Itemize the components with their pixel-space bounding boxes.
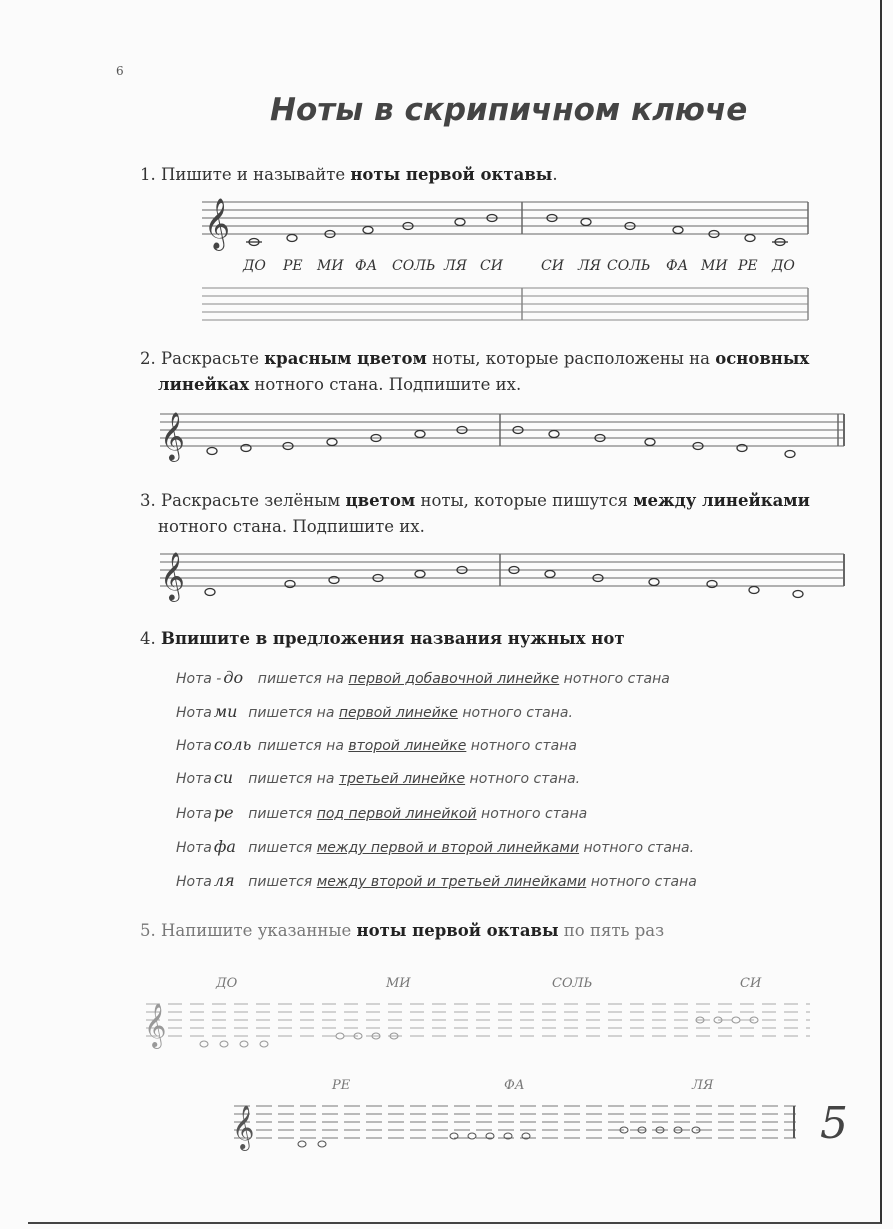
staff-task-5-row-2 — [232, 1098, 800, 1158]
handwritten-answer: си — [213, 768, 234, 787]
page-number: 6 — [116, 64, 124, 78]
note-label: ДО — [243, 258, 266, 274]
note-label: МИ — [317, 258, 344, 274]
note-label: ЛЯ — [578, 258, 601, 274]
note-label: ФА — [666, 258, 689, 274]
grade-mark: 5 — [820, 1098, 848, 1149]
note-target-label: МИ — [386, 976, 411, 991]
svg-text:𝄞: 𝄞 — [232, 1105, 255, 1149]
staff-task-1 — [200, 188, 812, 258]
note-label: ДО — [772, 258, 795, 274]
note-label: МИ — [701, 258, 728, 274]
svg-text:𝄞: 𝄞 — [160, 551, 185, 600]
note-label: РЕ — [738, 258, 758, 274]
note-target-label: ЛЯ — [692, 1078, 714, 1093]
handwritten-answer: ми — [213, 702, 238, 721]
staff-task-5-row-1 — [144, 996, 814, 1058]
svg-text:𝄞: 𝄞 — [160, 411, 185, 460]
svg-text:𝄞: 𝄞 — [204, 198, 231, 249]
handwritten-answer: фа — [213, 837, 236, 856]
note-target-label: СИ — [740, 976, 762, 991]
task-4-text: 4. Впишите в предложения названия нужных нот — [140, 629, 625, 648]
handwritten-answer: соль — [213, 735, 252, 754]
task-5-text: 5. Напишите указанные ноты первой октавы по пять раз — [140, 921, 665, 940]
sentence-row: Нота си пишется на третьей линейке нотного стана. — [176, 768, 581, 787]
note-label: ФА — [355, 258, 378, 274]
staff-task-1-empty — [200, 284, 812, 334]
note-label: СИ — [541, 258, 564, 274]
sentence-row: Нота ми пишется на первой линейке нотного стана. — [176, 702, 573, 721]
note-label: ЛЯ — [444, 258, 467, 274]
sentence-row: Нота ля пишется между второй и третьей линейками нотного стана — [176, 871, 697, 890]
note-target-label: ДО — [216, 976, 238, 991]
handwritten-answer: до — [223, 668, 244, 687]
page-title: Ноты в скрипичном ключе — [270, 92, 748, 128]
staff-task-2 — [158, 404, 848, 466]
task-3-text: 3. Раскрасьте зелёным цветом ноты, которые пишутся между линейками нотного стана. Подпишите их. — [140, 491, 810, 536]
sentence-row: Нота ре пишется под первой линейкой нотного стана — [176, 803, 588, 822]
note-label: СИ — [480, 258, 503, 274]
note-label: СОЛЬ — [607, 258, 651, 274]
sentence-row: Нота фа пишется между первой и второй линейками нотного стана. — [176, 837, 695, 856]
sentence-row: Нота соль пишется на второй линейке нотного стана — [176, 735, 577, 754]
sentence-row: Нота - до пишется на первой добавочной линейке нотного стана — [176, 668, 670, 687]
note-label: СОЛЬ — [392, 258, 436, 274]
note-label: РЕ — [283, 258, 303, 274]
task-2-text: 2. Раскрасьте красным цветом ноты, которые расположены на основных линейках нотного стана. Подпишите их. — [140, 349, 810, 394]
svg-text:𝄞: 𝄞 — [144, 1003, 167, 1047]
staff-task-3 — [158, 544, 848, 610]
task-1-text: 1. Пишите и называйте ноты первой октавы. — [140, 165, 558, 184]
note-target-label: РЕ — [332, 1078, 351, 1093]
note-target-label: СОЛЬ — [552, 976, 593, 991]
handwritten-answer: ля — [213, 871, 235, 890]
note-target-label: ФА — [504, 1078, 525, 1093]
handwritten-answer: ре — [213, 803, 234, 822]
